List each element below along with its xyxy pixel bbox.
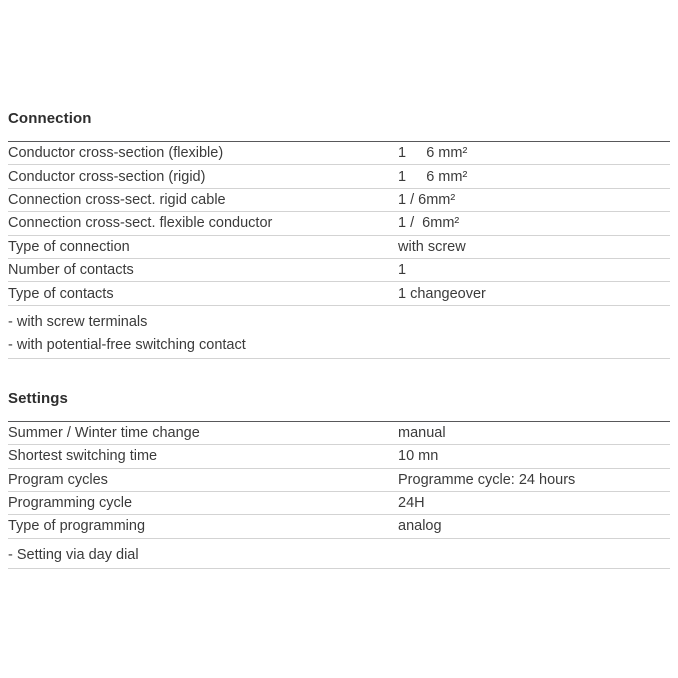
spec-table [8,141,670,306]
table-row [8,445,670,468]
table-row [8,236,670,259]
table-row [8,165,670,188]
row-label: Type of programming [8,518,146,535]
row-value: analog [398,518,442,535]
row-label: Program cycles [8,471,108,488]
table-row [8,259,670,282]
row-label: Connection cross-sect. rigid cable [8,191,226,208]
row-value: 1 / 6mm² [398,215,460,232]
row-label: Type of connection [8,238,130,255]
row-value: 1 6 mm² [398,168,468,185]
section-settings [8,390,670,569]
row-value: Programme cycle: 24 hours [398,471,576,488]
row-label: Number of contacts [8,262,134,279]
note-row: - Setting via day dial [8,546,139,563]
row-label: Connection cross-sect. flexible conductor [8,215,273,232]
section-title: Connection [8,110,92,127]
table-row [8,515,670,538]
table-row [8,282,670,305]
row-label: Conductor cross-section (rigid) [8,168,206,185]
row-value: 10 mn [398,448,439,465]
notes-block [8,306,670,359]
table-row [8,469,670,492]
row-value: manual [398,424,446,441]
table-row [8,142,670,165]
row-label: Shortest switching time [8,448,158,465]
row-value: 1 6 mm² [398,145,468,162]
table-row [8,492,670,515]
row-value: 24H [398,495,425,512]
row-label: Summer / Winter time change [8,424,200,441]
section-connection [8,110,670,359]
row-value: with screw [398,238,466,255]
row-value: 1 / 6mm² [398,191,456,208]
note-row: - with potential-free switching contact [8,336,246,353]
row-label: Type of contacts [8,285,114,302]
row-value: 1 changeover [398,285,486,302]
notes-block [8,539,670,569]
spec-table [8,421,670,539]
row-value: 1 [398,262,407,279]
table-row [8,422,670,445]
note-row: - with screw terminals [8,313,148,330]
row-label: Conductor cross-section (flexible) [8,145,224,162]
table-row [8,212,670,235]
section-title: Settings [8,389,68,407]
table-row [8,189,670,212]
row-label: Programming cycle [8,495,133,512]
